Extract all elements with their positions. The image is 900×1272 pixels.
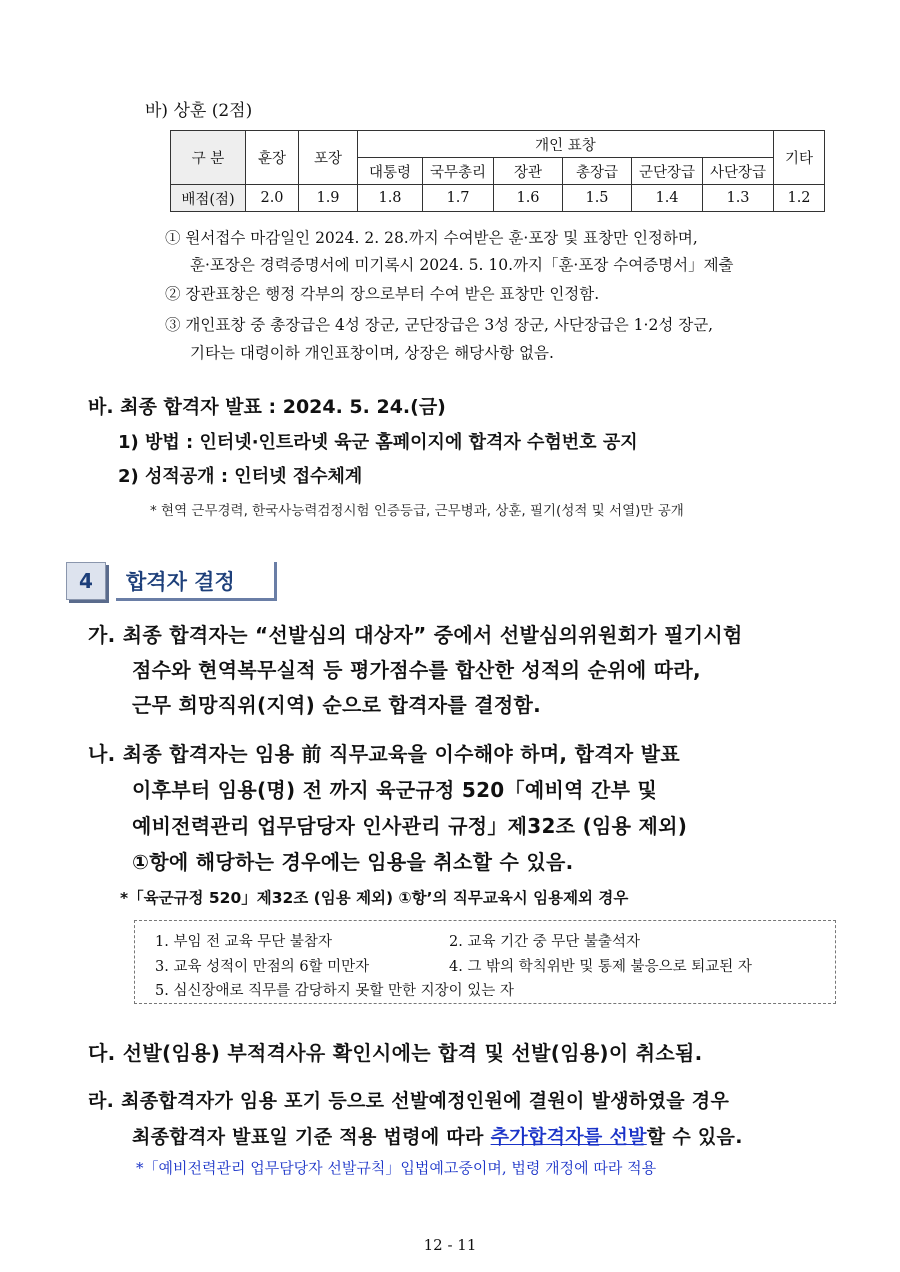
exclusion-item: 1. 부임 전 교육 무단 불참자 (155, 934, 332, 950)
table-header-category: 구 분 (171, 131, 246, 185)
table-cell: 1.8 (358, 185, 423, 212)
exclusion-item: 4. 그 밖의 학칙위반 및 통제 불응으로 퇴교된 자 (449, 959, 752, 975)
para-na-star-note: *「육군규정 520」제32조 (임용 제외) ①항’의 직무교육시 임용제외 경우 (120, 889, 629, 907)
para-na-line-1: 나. 최종 합격자는 임용 前 직무교육을 이수해야 하며, 합격자 발표 (88, 742, 680, 766)
table-header-pojang: 포장 (299, 131, 358, 185)
table-subheader: 총장급 (563, 158, 632, 185)
table-cell: 1.6 (494, 185, 563, 212)
exclusion-criteria-box (134, 920, 836, 1004)
section-number: 4 (79, 569, 93, 593)
table-subheader: 군단장급 (632, 158, 703, 185)
table-header-hunjang: 훈장 (246, 131, 299, 185)
announcement-note: * 현역 근무경력, 한국사능력검정시험 인증등급, 근무병과, 상훈, 필기(성적 및 서열)만 공개 (150, 503, 684, 519)
table-header-personal: 개인 표창 (358, 131, 774, 158)
announcement-title: 바. 최종 합격자 발표 : 2024. 5. 24.(금) (88, 396, 446, 418)
exclusion-item: 2. 교육 기간 중 무단 불출석자 (449, 934, 640, 950)
table-cell: 1.7 (423, 185, 494, 212)
exclusion-item: 5. 심신장애로 직무를 감당하지 못할 만한 지장이 있는 자 (155, 983, 514, 999)
table-subheader: 대통령 (358, 158, 423, 185)
award-note-1-cont: 훈·포장은 경력증명서에 미기록시 2024. 5. 10.까지「훈·포장 수여증명서」제출 (190, 256, 734, 274)
award-subheading: 바) 상훈 (2점) (145, 101, 253, 121)
table-cell: 1.2 (774, 185, 825, 212)
award-note-2: ② 장관표창은 행정 각부의 장으로부터 수여 받은 표창만 인정함. (165, 285, 600, 303)
para-ra-line-1: 라. 최종합격자가 임용 포기 등으로 선발예정인원에 결원이 발생하였을 경우 (88, 1090, 730, 1112)
announcement-method: 1) 방법 : 인터넷·인트라넷 육군 홈페이지에 합격자 수험번호 공지 (118, 432, 638, 453)
table-cell: 1.3 (703, 185, 774, 212)
award-note-3: ③ 개인표창 중 총장급은 4성 장군, 군단장급은 3성 장군, 사단장급은 1·2성 장군, (165, 316, 714, 334)
table-cell: 2.0 (246, 185, 299, 212)
para-ra-note: *「예비전력관리 업무담당자 선발규칙」입법예고중이며, 법령 개정에 따라 적용 (136, 1159, 657, 1177)
para-ra-highlight: 추가합격자를 선발 (490, 1126, 647, 1148)
table-cell: 1.9 (299, 185, 358, 212)
para-ra-line-2-pre: 최종합격자 발표일 기준 적용 법령에 따라 (132, 1126, 491, 1148)
page-number: 12 - 11 (423, 1236, 477, 1254)
table-subheader: 사단장급 (703, 158, 774, 185)
para-da: 다. 선발(임용) 부적격사유 확인시에는 합격 및 선발(임용)이 취소됨. (88, 1041, 703, 1065)
section-number-badge (66, 562, 106, 600)
table-cell: 1.4 (632, 185, 703, 212)
para-na-line-2: 이후부터 임용(명) 전 까지 육군규정 520「예비역 간부 및 (132, 778, 658, 802)
para-ra-line-2-post: 할 수 있음. (646, 1126, 743, 1148)
award-score-table (170, 130, 825, 212)
section-title-box (116, 562, 277, 601)
para-ga-line-1: 가. 최종 합격자는 “선발심의 대상자” 중에서 선발심의위원회가 필기시험 (88, 623, 743, 647)
table-cell: 1.5 (563, 185, 632, 212)
para-na-line-4: ①항에 해당하는 경우에는 임용을 취소할 수 있음. (132, 850, 574, 874)
award-note-1: ① 원서접수 마감일인 2024. 2. 28.까지 수여받은 훈·포장 및 표창만 인정하며, (165, 229, 698, 247)
award-note-3-cont: 기타는 대령이하 개인표창이며, 상장은 해당사항 없음. (190, 344, 554, 362)
para-ga-line-2: 점수와 현역복무실적 등 평가점수를 합산한 성적의 순위에 따라, (132, 658, 701, 682)
para-ga-line-3: 근무 희망직위(지역) 순으로 합격자를 결정함. (132, 693, 541, 717)
para-ra-line-2 (132, 1122, 743, 1149)
para-na-line-3: 예비전력관리 업무담당자 인사관리 규정」제32조 (임용 제외) (132, 814, 688, 838)
table-row-label: 배점(점) (171, 185, 246, 212)
table-subheader: 장관 (494, 158, 563, 185)
section-title: 합격자 결정 (126, 570, 235, 594)
announcement-disclosure: 2) 성적공개 : 인터넷 접수체계 (118, 466, 363, 487)
exclusion-item: 3. 교육 성적이 만점의 6할 미만자 (155, 959, 370, 975)
table-subheader: 국무총리 (423, 158, 494, 185)
table-header-other: 기타 (774, 131, 825, 185)
